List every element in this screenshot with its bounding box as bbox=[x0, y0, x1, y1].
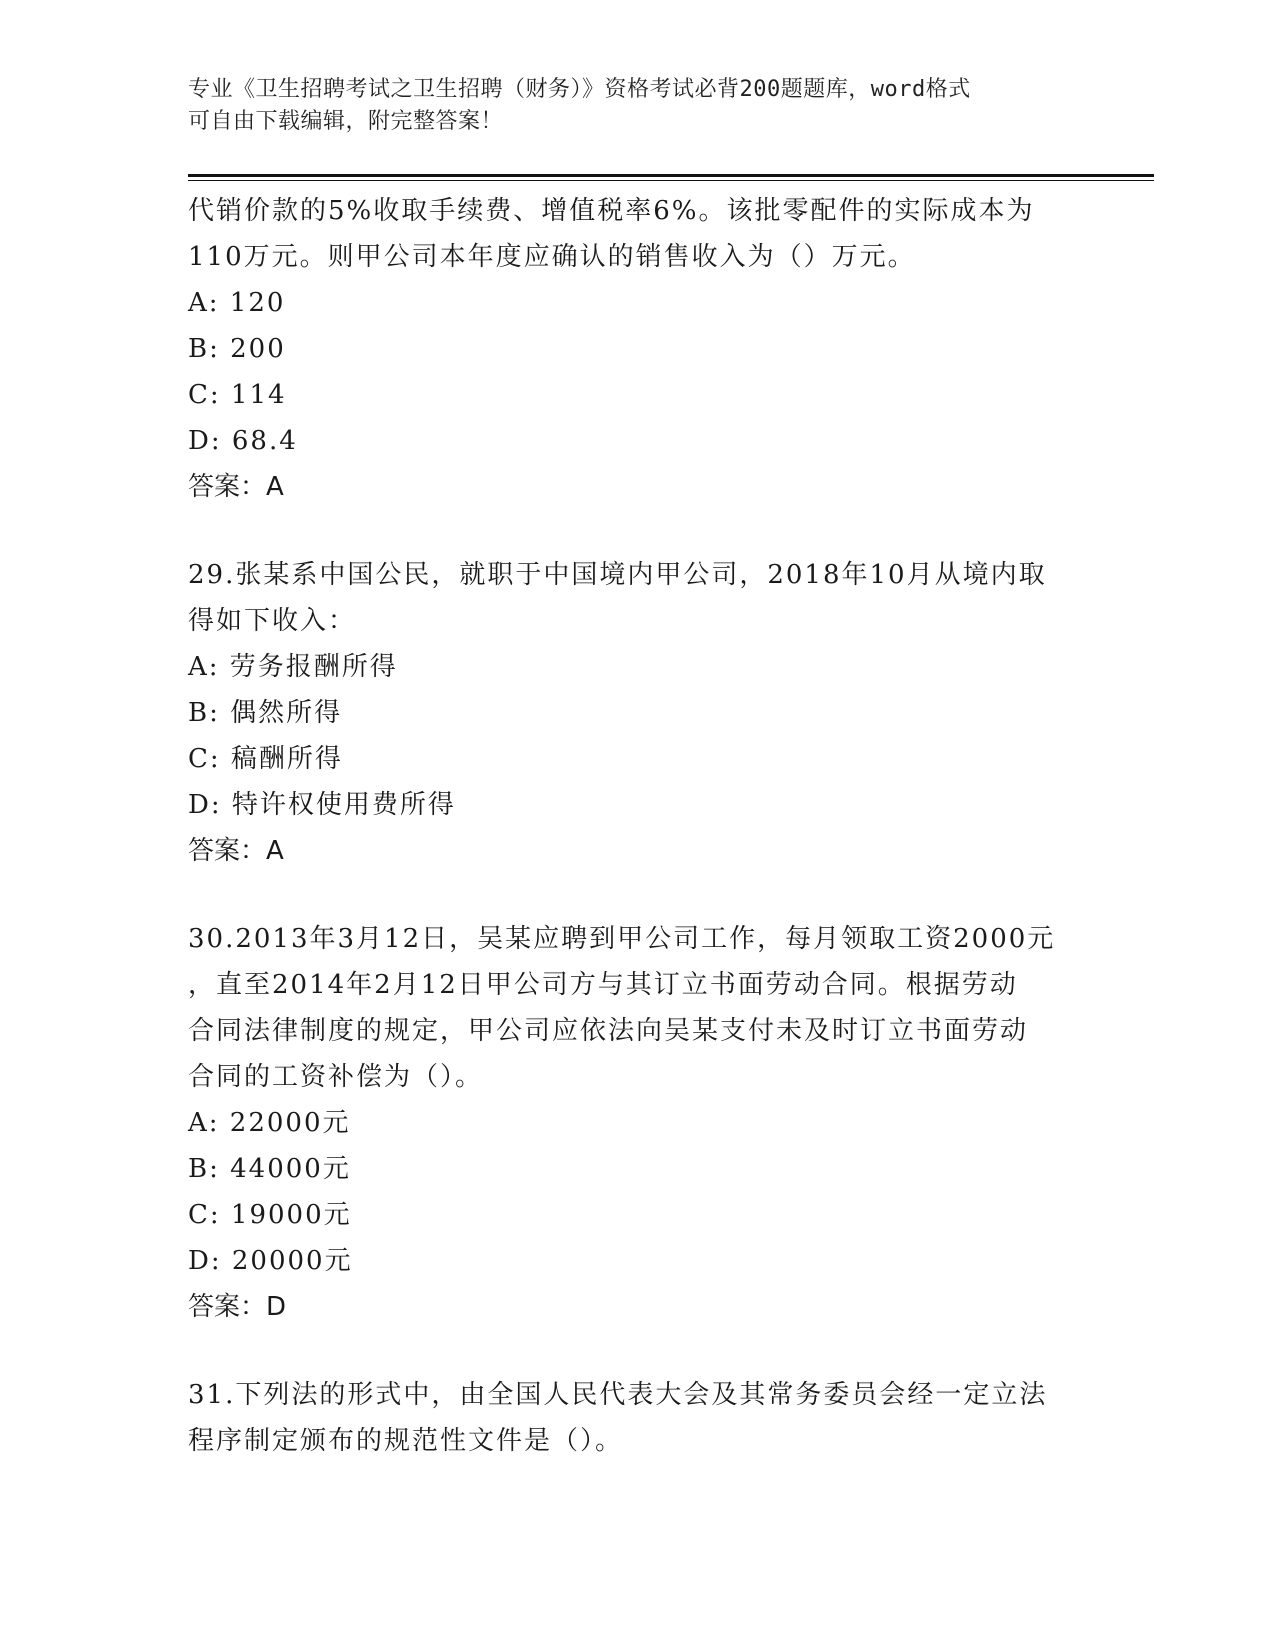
option-d: D: 20000元 bbox=[188, 1246, 353, 1276]
answer-line: 答案：A bbox=[188, 472, 284, 502]
header-title-line-2: 可自由下载编辑，附完整答案！ bbox=[188, 109, 504, 134]
spacer bbox=[188, 874, 1118, 916]
question-list bbox=[188, 188, 1118, 1464]
question-stem-line: ，直至2014年2月12日甲公司方与其订立书面劳动合同。根据劳动 bbox=[188, 970, 1018, 1000]
question-stem-line: 代销价款的5%收取手续费、增值税率6%。该批零配件的实际成本为 bbox=[188, 196, 1035, 226]
header-divider-thick bbox=[188, 174, 1154, 177]
question-stem-line: 110万元。则甲公司本年度应确认的销售收入为（）万元。 bbox=[188, 242, 916, 272]
question-block-29 bbox=[188, 552, 1118, 874]
question-stem-line: 31.下列法的形式中，由全国人民代表大会及其常务委员会经一定立法 bbox=[188, 1380, 1048, 1410]
option-a: A: 22000元 bbox=[188, 1108, 351, 1138]
option-d: D: 68.4 bbox=[188, 426, 298, 456]
answer-line: 答案：A bbox=[188, 836, 284, 866]
option-d: D: 特许权使用费所得 bbox=[188, 790, 456, 820]
option-a: A: 120 bbox=[188, 288, 286, 318]
question-block-30 bbox=[188, 916, 1118, 1330]
option-b: B: 200 bbox=[188, 334, 286, 364]
question-stem-line: 得如下收入： bbox=[188, 606, 357, 636]
option-b: B: 44000元 bbox=[188, 1154, 351, 1184]
option-a: A: 劳务报酬所得 bbox=[188, 652, 398, 682]
question-stem-line: 30.2013年3月12日，吴某应聘到甲公司工作，每月领取工资2000元 bbox=[188, 924, 1056, 954]
option-b: B: 偶然所得 bbox=[188, 698, 343, 728]
question-block-31 bbox=[188, 1372, 1118, 1464]
option-c: C: 稿酬所得 bbox=[188, 744, 343, 774]
question-stem-line: 29.张某系中国公民，就职于中国境内甲公司，2018年10月从境内取 bbox=[188, 560, 1047, 590]
spacer bbox=[188, 1330, 1118, 1372]
option-c: C: 19000元 bbox=[188, 1200, 352, 1230]
header-divider-thin bbox=[188, 180, 1154, 181]
page-header bbox=[188, 74, 1088, 138]
question-stem-line: 程序制定颁布的规范性文件是（）。 bbox=[188, 1426, 624, 1456]
spacer bbox=[188, 510, 1118, 552]
question-block-prev bbox=[188, 188, 1118, 510]
question-stem-line: 合同法律制度的规定，甲公司应依法向吴某支付未及时订立书面劳动 bbox=[188, 1016, 1029, 1046]
header-title-line-1: 专业《卫生招聘考试之卫生招聘（财务）》资格考试必背200题题库，word格式 bbox=[188, 77, 971, 102]
option-c: C: 114 bbox=[188, 380, 287, 410]
answer-line: 答案：D bbox=[188, 1292, 287, 1322]
question-stem-line: 合同的工资补偿为（）。 bbox=[188, 1062, 484, 1092]
